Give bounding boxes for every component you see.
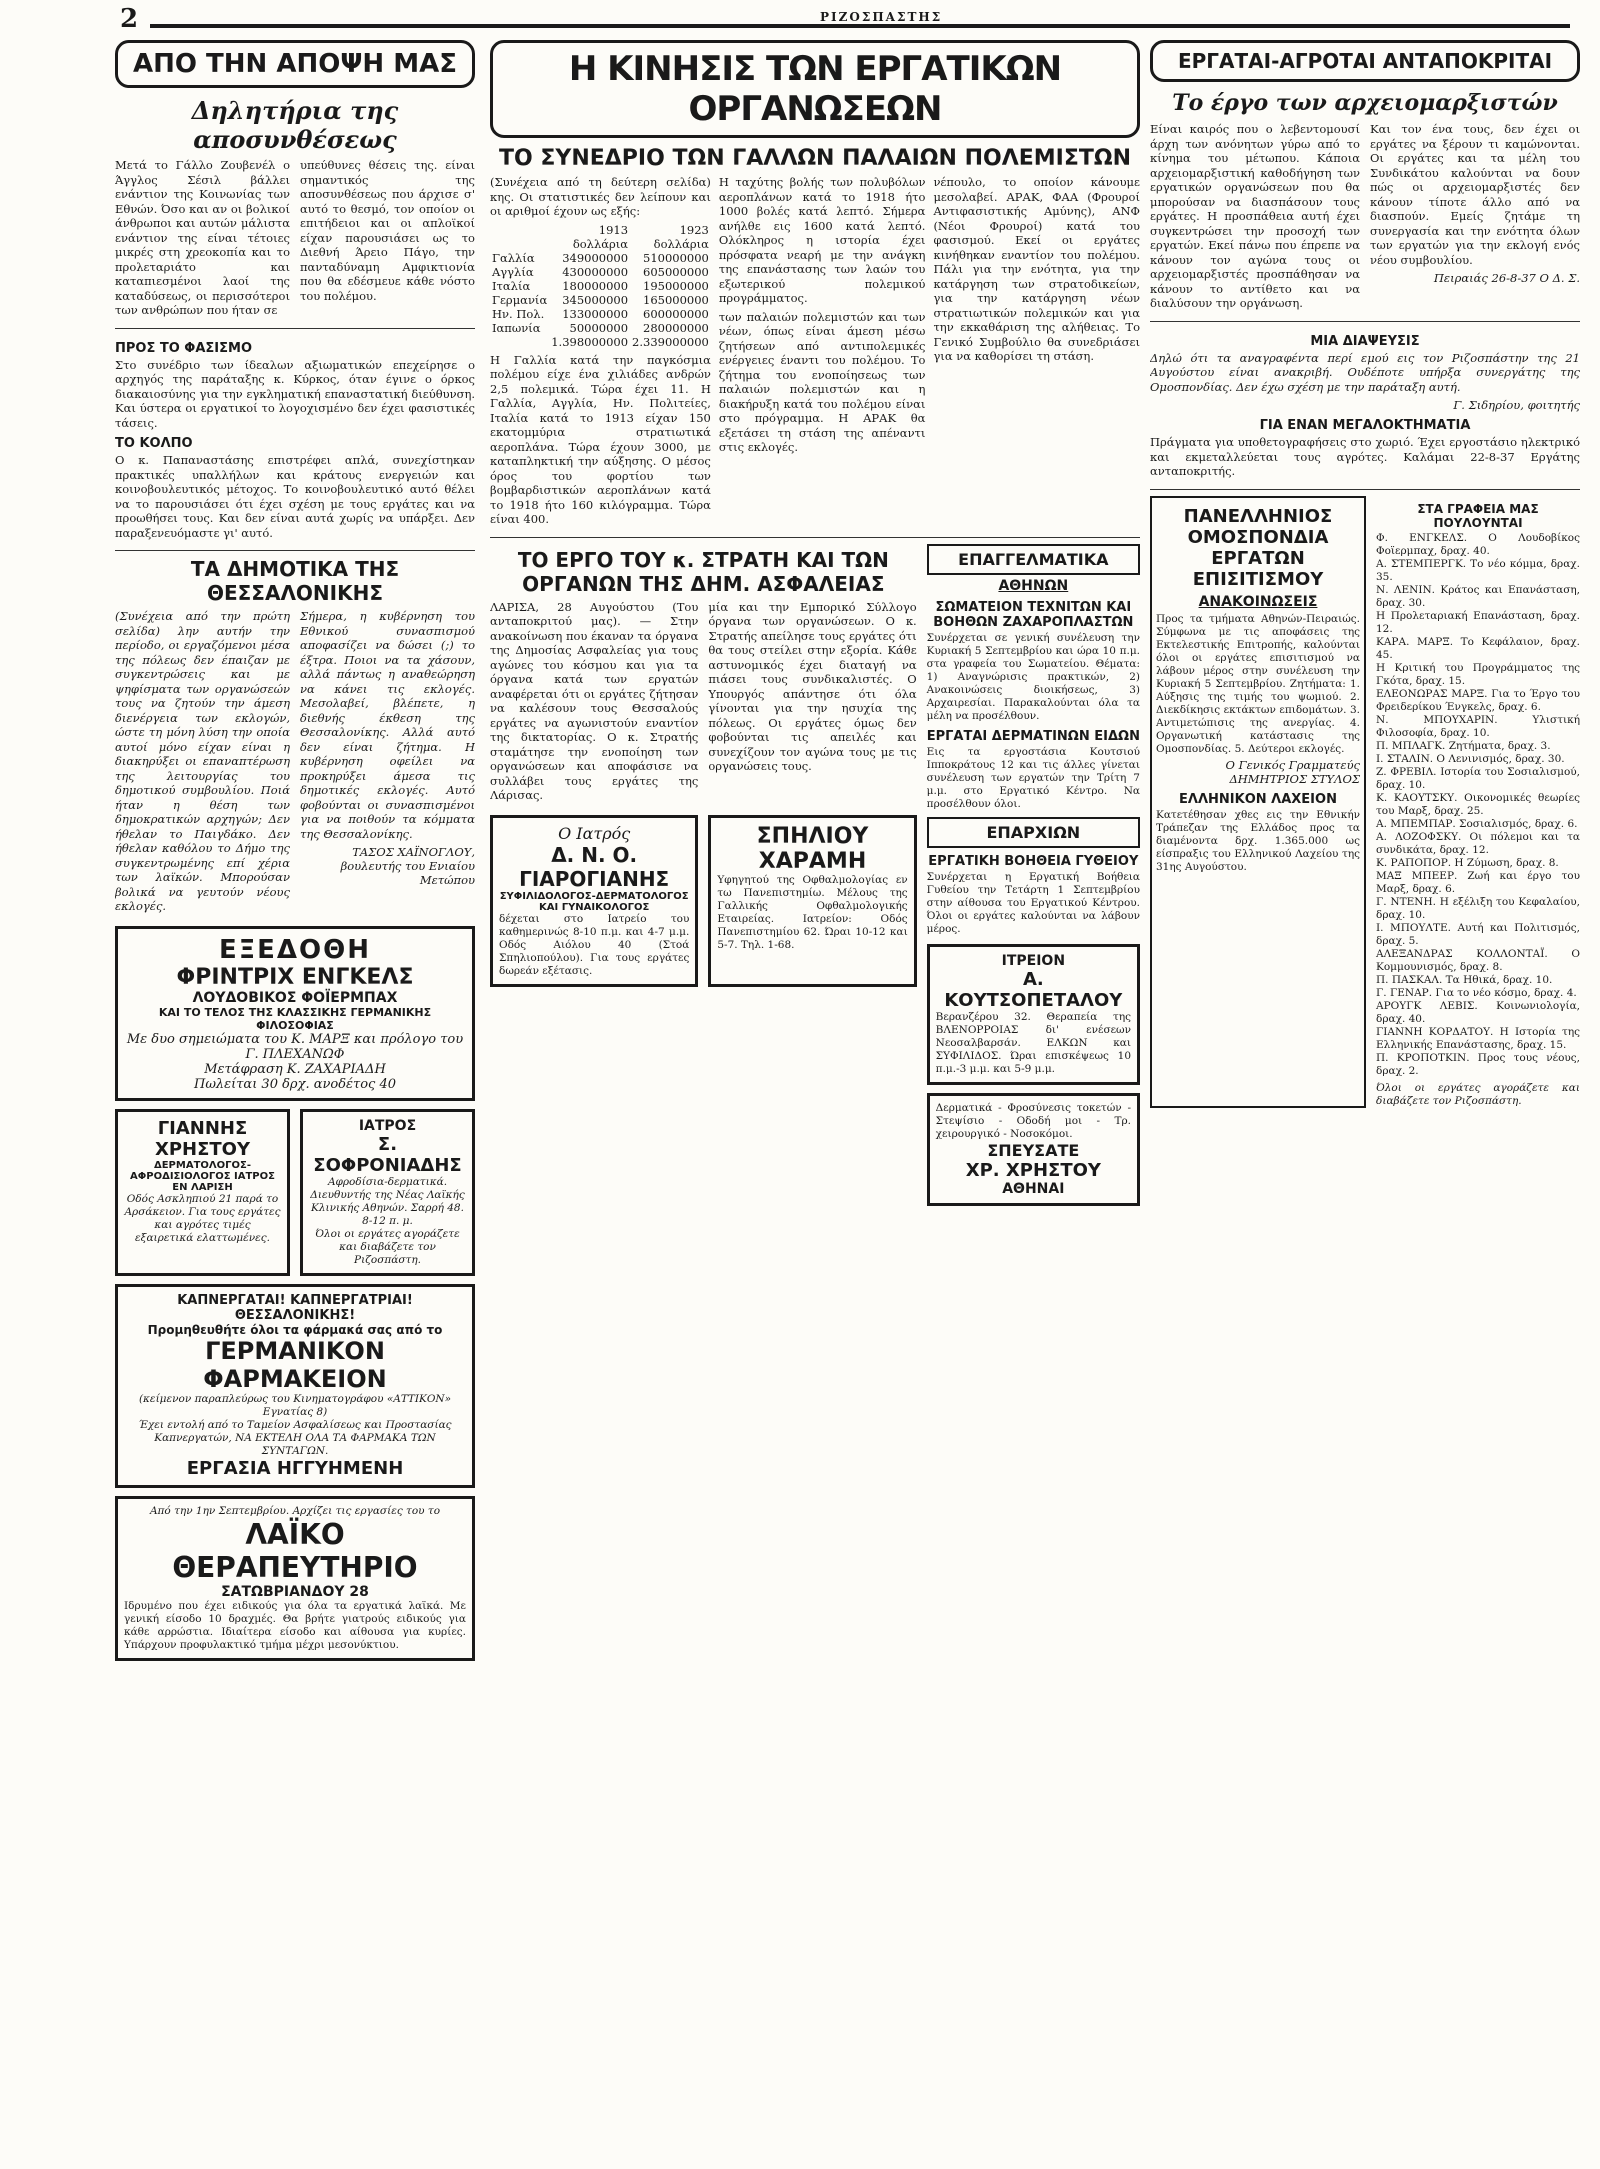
book-list (1376, 496, 1580, 1108)
note-text: Στο συνέδριο των ίδεαλων αξιωματικών επεχείρησε ο αρχηγός της παράταξης κ. Κύρκος, όταν έγινε ο όρκος διακαιοσύνης για την εγκληματική επαναστατική διεύθυνση. Και ύστερα οι εργατικοί το λογοχισμένο δεν έχει φασιστικές τάσεις. (115, 357, 475, 430)
table-cell: Ιταλία (492, 278, 531, 293)
list-item: Ν. ΜΠΟΥΧΑΡΙΝ. Υλιστική Φιλοσοφία, δραχ. 10. (1376, 713, 1580, 739)
box-subtitle: ΑΘΗΝΩΝ (998, 577, 1069, 594)
table-unit: δολλάρια (572, 236, 629, 251)
list-item: Α. ΜΠΕΜΠΑΡ. Σοσιαλισμός, δραχ. 6. (1376, 817, 1578, 830)
list-item: Κ. ΚΑΟΥΤΣΚΥ. Οικονομικές θεωρίες του Μαρξ, δραχ. 25. (1376, 791, 1580, 817)
list-item: Η Κριτική του Προγράμματος της Γκότα, δραχ. 15. (1376, 661, 1580, 687)
book-ad (115, 926, 475, 1101)
article-signature: ΤΑΣΟΣ ΧΑΪΝΟΓΛΟΥ, βουλευτής του Ενιαίου Μετώπου (340, 845, 475, 887)
table-row (490, 265, 711, 279)
page-number: 2 (120, 4, 139, 34)
lottery-heading: ΕΛΛΗΝΙΚΟΝ ΛΑΧΕΙΟΝ (1179, 791, 1337, 807)
article-body (490, 600, 917, 807)
ad-row (490, 815, 917, 987)
ad-price: Πωλείται 30 δρχ. ανοδέτος 40 (193, 1076, 397, 1092)
box-signature: Ο Γενικός Γραμματεύς ΔΗΜΗΤΡΙΟΣ ΣΤΥΛΟΣ (1225, 757, 1360, 786)
doctor-ads (115, 1109, 475, 1276)
list-item: ΚΑΡΑ. ΜΑΡΞ. Το Κεφάλαιον, δραχ. 45. (1376, 635, 1580, 661)
divider (1150, 321, 1580, 322)
table-cell: 510000000 (643, 250, 709, 265)
section-banner-correspondents: ΕΡΓΑΤΑΙ-ΑΓΡΟΤΑΙ ΑΝΤΑΠΟΚΡΙΤΑΙ (1150, 40, 1580, 82)
article-title: ΤΑ ΔΗΜΟΤΙΚΑ ΤΗΣ ΘΕΣΣΑΛΟΝΙΚΗΣ (190, 557, 400, 605)
ad-title: ΙΤΡΕΙΟΝ (1001, 952, 1066, 969)
table-cell: 165000000 (643, 292, 709, 307)
ad-text: Έχει εντολή από το Ταμείον Ασφαλίσεως και Προστασίας Καπνεργατών, ΝΑ ΕΚΤΕΛΗ ΟΛΑ ΤΑ ΦΑΡΜΑΚΑ ΤΩΝ ΣΥΝΤΑΓΩΝ. (138, 1418, 452, 1457)
list-item: Π. ΚΡΟΠΟΤΚΙΝ. Προς τους νέους, δραχ. 2. (1376, 1051, 1580, 1077)
ad-translator: Μετάφραση Κ. ΖΑΧΑΡΙΑΔΗ (204, 1061, 386, 1077)
list-item: Κ. ΡΑΠΟΠΟΡ. Η Ζύμωση, δραχ. 8. (1376, 856, 1559, 869)
ad-name: Σ. ΣΟΦΡΟΝΙΑΔΗΣ (313, 1133, 462, 1176)
list-item: ΑΛΕΞΑΝΔΡΑΣ ΚΟΛΛΟΝΤΑΪ. Ο Κομμουνισμός, δραχ. 8. (1376, 947, 1580, 973)
ad-text: Υφηγητού της Οφθαλμολογίας εν τω Πανεπιστημίω. Μέλους της Γαλλικής Οφθαλμολογικής Εταιρείας. Ιατρείον: Οδός Πανεπιστημίου 62. Ώραι 10-12 και 5-7. Τηλ. 1-68. (717, 873, 908, 951)
ad-book-subtitle: ΚΑΙ ΤΟ ΤΕΛΟΣ ΤΗΣ ΚΛΑΣΣΙΚΗΣ ΓΕΡΜΑΝΙΚΗΣ ΦΙΛΟΣΟΦΙΑΣ (158, 1005, 432, 1032)
list-item: Η Προλεταριακή Επανάσταση, δραχ. 12. (1376, 609, 1580, 635)
table-row (490, 251, 711, 265)
short-items (1150, 328, 1580, 483)
ad-text: Αφροδίσια-δερματικά. Διευθυντής της Νέας Λαϊκής Κλινικής Αθηνών. Σαρρή 48. 8-12 π. μ. (310, 1175, 465, 1227)
table-row (490, 321, 711, 335)
masthead: ΡΙΖΟΣΠΑΣΤΗΣ (820, 10, 943, 24)
ad-text: Ιδρυμένο που έχει ειδικούς για όλα τα εργατικά λαϊκά. Με γενική είσοδο 10 δραχμές. Θα βρήτε γιατρούς ειδικούς για κάθε αρρώστια. Ιδιαίτερα είσοδο και αίθουσα για κυρίες. Υπάρχουν προφυλακτικό τμήμα μέχρι μεσονύκτιου. (124, 1599, 466, 1651)
short-notes (115, 335, 475, 545)
table-unit (490, 237, 549, 251)
table-cell: 1.398000000 (551, 334, 629, 349)
article-text: (Συνέχεια από τη δεύτερη σελίδα) κης. Οι στατιστικές δεν λείπουν και οι αριθμοί έχουν ως εξής: (490, 175, 711, 218)
table-total-row (490, 335, 711, 349)
clinic-ad (927, 944, 1140, 1085)
article-body (490, 175, 1140, 531)
box-text: Προς τα τμήματα Αθηνών-Πειραιώς. Σύμφωνα με τις αποφάσεις της Εκτελεστικής Επιτροπής, καλούνται όλοι οι εργάτες επισιτισμού να λάβουν μέρος στην συνέλευση την Κυριακή 5 Σεπτεμβρίου. Ζητήματα: 1. Αύξησις της τιμής του ψωμιού. 2. Διεκδίκησις εκτάκτων επιδομάτων. 3. Αντιμετώπισις της ανεργίας. 4. Οργανωτική κατάστασις της Ομοσπονδίας. 5. Δεύτεροι εκλογές. (1156, 612, 1360, 755)
list-item: Π. ΜΠΛΑΓΚ. Ζητήματα, δραχ. 3. (1376, 739, 1551, 752)
lottery-text: Κατετέθησαν χθες εις την Εθνικήν Τράπεζαν της Ελλάδος προς τα διαμένοντα δρχ. 1.365.000 ως είσπραξις του Ελληνικού Λαχείου της 31ης Αυγούστου. (1156, 808, 1360, 873)
ad-notes: Με δυο σημειώματα του Κ. ΜΑΡΞ και πρόλογο του Γ. ΠΛΕΧΑΝΩΦ (126, 1031, 464, 1062)
table-cell: 2.339000000 (632, 334, 709, 349)
list-item: ΓΙΑΝΝΗ ΚΟΡΔΑΤΟΥ. Η Ιστορία της Ελληνικής Επανάστασης, δραχ. 15. (1376, 1025, 1580, 1051)
ad-location: (κείμενον παραπλεύρως του Κινηματογράφου «ΑΤΤΙΚΟΝ» Εγνατίας 8) (138, 1392, 452, 1418)
ad-text: δέχεται στο Ιατρείο του καθημερινώς 8-10 π.μ. και 4-7 μ.μ. Οδός Αιόλου 40 (Στοά Σπηλιοπούλου). Για τους εργάτες δωρεάν εξέτασις. (499, 912, 690, 977)
article-text: Η ταχύτης βολής των πολυβόλων αεροπλάνων κατά το 1918 ήτο 1000 βολές κατά λεπτό. Σήμερα ανήλθε εις 1600 κατά λεπτό. Ολόκληρος η ιστορία έχει πρόσφατα νεαρή με την ανάγκη της επανάστασης των λαών του εξωτερικού πολεμικού προγράμματος. (718, 175, 926, 305)
table-cell: Γερμανία (492, 292, 548, 307)
doctor-ad (115, 1109, 290, 1276)
article-body (1150, 122, 1580, 315)
list-item: Α. ΣΤΕΜΠΕΡΓΚ. Το νέο κόμμα, δραχ. 35. (1376, 557, 1580, 583)
article-text: των παλαιών πολεμιστών και των νέων, όπως είναι άμεση μέσω ζητήσεων από αντιπολεμικές ενέργειες έναντι του πολέμου. Το ζήτημα του ενοποίησεως των παλαιών πολεμιστών και η διακήρυξη κατά του πολέμου είναι στο πρόγραμμα. Η ΑΡΑΚ θα εξετάσει τη στάση της απέναντι στις εκλογές. (718, 309, 926, 454)
note-heading: ΠΡΟΣ ΤΟ ΦΑΣΙΣΜΟ (115, 340, 253, 356)
list-title: ΣΤΑ ΓΡΑΦΕΙΑ ΜΑΣ ΠΟΥΛΟΥΝΤΑΙ (1417, 501, 1539, 530)
top-rule (150, 24, 1570, 28)
list-footer: Όλοι οι εργάτες αγοράζετε και διαβάζετε τον Ριζοσπάστη. (1376, 1081, 1580, 1107)
ad-text: Βερανζέρου 32. Θεραπεία της ΒΛΕΝΟΡΡΟΙΑΣ δι' ενέσεων Νεοσαλβαρσάν. ΕΛΚΩΝ και ΣΥΦΙΛΙΔΟΣ. Ώραι επισκέψεως 10 π.μ.-3 μ.μ. και 5-9 μ.μ. (935, 1010, 1131, 1075)
lower-right (1150, 496, 1580, 1108)
table-header: 1923 (679, 222, 709, 237)
ad-name: ΧΡ. ΧΡΗΣΤΟΥ (965, 1159, 1101, 1181)
strati-article (490, 544, 917, 1214)
ad-name: ΓΕΡΜΑΝΙΚΟΝ ΦΑΡΜΑΚΕΙΟΝ (203, 1336, 387, 1393)
list-item: ΜΑΞ ΜΠΕΕΡ. Ζωή και έργο του Μαρξ, δραχ. 6. (1376, 869, 1580, 895)
ad-name: Δ. Ν. Ο. ΓΙΑΡΟΓΙΑΝΗΣ (519, 842, 670, 891)
article-text: νέπουλο, το οποίον κάνουμε μεσολαβεί. ΑΡΑΚ, ΦΑΑ (Φρουροί Αντιφασιστικής Αμύνης), ΑΝΦ (Νέοι Φρουροί) κατά του φασισμού. Εκεί οι εργάτες κινήθηκαν εναντίον του πολέμου. Πάλι για την ενότητα, για την κατάργηση των στρατοδικείων, για την κατάργηση νέων στρατιωτικών πολεμικών και για την εκκαθάριση της αλήθειας. Το Γενικό Συμβούλιο θα συνεδριάσει για να καθορίσει τη στάση. (933, 175, 1140, 363)
article-signature: Πειραιάς 26-8-37 Ο Δ. Σ. (1433, 271, 1580, 285)
column-right (1150, 40, 1580, 2159)
table-row (490, 307, 711, 321)
table-unit: δολλάρια (653, 236, 709, 251)
list-item: Γ. ΓΕΝΑΡ. Για το νέο κόσμο, δραχ. 4. (1376, 986, 1577, 999)
list-item: Ι. ΜΠΟΥΛΤΕ. Αυτή και Πολιτισμός, δραχ. 5. (1376, 921, 1580, 947)
top-bar (120, 4, 1580, 34)
lower-center (490, 544, 1140, 1214)
article-text: Η Γαλλία κατά την παγκόσμια πολέμου είχε ένα χιλιάδες ανδρών 2,5 πολεμικά. Τώρα έχει 11. Η Γαλλία, Αγγλία, Ην. Πολιτείες, Ιταλία κατά το 1913 είχαν 150 εκατομμύρια στρατιωτικά αεροπλάνα. Τώρα έχουν 3000, με καταπληκτική την αύξησης. Ο μέσος όρος του φορτίου των βομβαρδιστικών αεροπλάνων κατά το 1918 ήτο 160 κιλόγραμμα. Τώρα είναι 400. (490, 352, 711, 526)
list-item: Π. ΠΑΣΚΑΛ. Τα Ηθικά, δραχ. 10. (1376, 973, 1553, 986)
ad-book-title: ΛΟΥΔΟΒΙΚΟΣ ΦΟΪΕΡΜΠΑΧ (192, 989, 398, 1006)
notice-text: Συνέρχεται η Εργατική Βοήθεια Γυθείου την Τετάρτη 1 Σεπτεμβρίου στην αίθουσα του Εργατικού Κέντρου. Όλοι οι εργάτες καλούνται να λάβουν μέρος. (926, 870, 1140, 935)
divider (490, 537, 1140, 538)
table-cell: 180000000 (562, 278, 629, 293)
doctor-ad (300, 1109, 475, 1276)
federation-box (1150, 496, 1366, 1108)
table-cell: Ιαπωνία (492, 320, 541, 335)
list-item: Ζ. ΦΡΕΒΙΛ. Ιστορία του Σοσιαλισμού, δραχ. 10. (1376, 765, 1580, 791)
divider (1150, 489, 1580, 490)
divider (115, 328, 475, 329)
stats-table (490, 223, 711, 349)
doctor-ad (708, 815, 916, 987)
dimotika-article (115, 609, 475, 918)
table-header: 1913 (598, 222, 629, 237)
ad-name: ΣΠΗΛΙΟΥ ΧΑΡΑΜΗ (756, 823, 869, 874)
box-title: ΕΠΑΓΓΕΛΜΑΤΙΚΑ (927, 544, 1140, 575)
notice-text: Εις τα εργοστάσια Κουτσιού Ιπποκράτους 12 και τις άλλες γίνεται συνέλευση των εργατών την Τρίτη 7 μ.μ. στο Εργατικό Κέντρο. Να προσέλθουν όλοι. (926, 745, 1140, 810)
ad-author: ΦΡΙΝΤΡΙΧ ΕΝΓΚΕΛΣ (176, 964, 414, 990)
article-text: υπεύθυνες θέσεις της. είναι σημαντικός της αποσυνθέσεως που άρχισε σ' αυτό το θεσμό, τον οποίον οι επιτήδειοι και οι απλοϊκοί είχαν παρουσιάσει ως το Διεθνή Άρειο Πάγο, την πανταδύναμη Αμφικτιονία που θα εδέσμευε κάθε νόστο του πολέμου. (300, 158, 475, 303)
ad-headline: Από την 1ην Σεπτεμβρίου. Αρχίζει τις εργασίες του το (149, 1504, 441, 1517)
notice-heading: ΕΡΓΑΤΙΚΗ ΒΟΗΘΕΙΑ ΓΥΘΕΙΟΥ (928, 853, 1139, 869)
ad-name: ΛΑΪΚΟ ΘΕΡΑΠΕΥΤΗΡΙΟ (172, 1517, 418, 1584)
clinic-ad (115, 1496, 475, 1661)
box-subtitle: ΑΝΑΚΟΙΝΩΣΕΙΣ (1198, 593, 1318, 610)
table-cell (490, 335, 549, 349)
list-item: Ν. ΛΕΝΙΝ. Κράτος και Επανάσταση, δραχ. 30. (1376, 583, 1580, 609)
table-unit-row (490, 237, 711, 251)
ad-name: ΓΙΑΝΝΗΣ ΧΡΗΣΤΟΥ (154, 1117, 251, 1160)
list-item: Ι. ΣΤΑΛΙΝ. Ο Λενινισμός, δραχ. 30. (1376, 752, 1565, 765)
note-heading: ΜΙΑ ΔΙΑΨΕΥΣΙΣ (1310, 333, 1420, 349)
section-banner-labour: Η ΚΙΝΗΣΙΣ ΤΩΝ ΕΡΓΑΤΙΚΩΝ ΟΡΓΑΝΩΣΕΩΝ (490, 40, 1140, 138)
article-text: ΛΑΡΙΣΑ, 28 Αυγούστου (Του ανταποκριτού μας). — Στην ανακοίνωση που έκαναν τα όργανα της Δημοσίας Ασφαλείας για τους αγώνες του κόσμου και για τα όργανα κατά των εργατών αναφέρεται ότι οι εργάτες ζήτησαν να καλέσουν τους Θεσσαλούς εργάτες να αγωνιστούν εναντίον της δικτατορίας. Ο κ. Στρατής σταμάτησε την ενοποίηση των οργανώσεων και αποφάσισε να συλλάβει τους εργάτες της Λάρισας. (490, 599, 699, 802)
list-item: ΑΡΟΥΓΚ ΛΕΒΙΣ. Κοινωνιολογία, δραχ. 40. (1376, 999, 1580, 1025)
article-text: Και τον ένα τους, δεν έχει οι εργάτες να ξέρουν τι καμώνονται. Οι εργάτες και τα μέλη του Συνδικάτου καλούνται να δουν πώς οι αρχειομαρξιστές δεν κάνουν τίποτε άλλο από να διασπούν. Εμείς ζητάμε τη συνεργασία και την ενότητα όλων των εργατών για την εκλογή ενός νέου συμβουλίου. (1370, 122, 1580, 267)
ad-note: Όλοι οι εργάτες αγοράζετε και διαβάζετε τον Ριζοσπάστη. (315, 1227, 460, 1266)
list-item: Γ. ΝΤΕΝΗ. Η εξέλιξη του Κεφαλαίου, δραχ. 10. (1376, 895, 1580, 921)
article-text: μία και την Εμπορικό Σύλλογο όργανα των οργανώσεων. Ο κ. Στρατής απείλησε τους εργάτες ότι θα τους στείλει στην εξορία. Κάθε αστυνομικός έχει διαταγή να πιάσει τους συνδικαλιστές. Ο Υπουργός απάντησε ότι όλα γίνονται για την ησυχία της πόλεως. Οι εργάτες όμως δεν φοβούνται τις απειλές και συνεχίζουν τον αγώνα τους με τις οργανώσεις τους. (708, 599, 917, 773)
article-text: Σήμερα, η κυβέρνηση του Εθνικού συνασπισμού αποφασίζει να δώσει (;) το έξτρα. Ποιοι να τα χάσουν, αλλά πάντως η αναθεώρηση να κάνει τις εκλογές. Μεσολαβεί, βλέπετε, η διεθνής έκθεση της Θεσσαλονίκης. Αλλά αυτό δεν είναι ζήτημα. Η κυβέρνηση οφείλει να προκηρύξει άμεσα τις δημοτικές εκλογές. Αυτό φοβούνται οι συνασπισμένοι για να ποιθούν τα κόμματα της Θεσσαλονίκης. (300, 609, 475, 841)
ad-city: ΑΘΗΝΑΙ (1002, 1180, 1065, 1197)
note-text: Δηλώ ότι τα αναγραφέντα περί εμού εις τον Ριζοσπάστην της 21 Αυγούστου είναι ανακριβή. Ουδέποτε υπήρξα συνεργάτης της Ομοσπονδίας. Δεν έχω σχέση με την παράταξη αυτή. (1150, 350, 1580, 394)
ad-title: Ο Ιατρός (558, 823, 631, 843)
notice-text: Συνέρχεται σε γενική συνέλευση την Κυριακή 5 Σεπτεμβρίου και ώρα 10 π.μ. στα γραφεία του Σωματείου. Θέματα: 1) Αναγνώρισις πρακτικών, 2) Ανακοινώσεις διοικήσεως, 3) Αρχαιρεσίαι. Παρακαλούνται όλα τα μέλη να προσέλθουν. (926, 631, 1140, 722)
small-ad (927, 1093, 1140, 1206)
ad-headline: ΚΑΠΝΕΡΓΑΤΑΙ! ΚΑΠΝΕΡΓΑΤΡΙΑΙ! ΘΕΣΣΑΛΟΝΙΚΗΣ! (177, 1292, 413, 1323)
list-item: Α. ΛΟΖΟΦΣΚΥ. Οι πόλεμοι και τα συνδικάτα, δραχ. 12. (1376, 830, 1580, 856)
ad-role: ΣΥΦΙΛΙΔΟΛΟΓΟΣ-ΔΕΡΜΑΤΟΛΟΓΟΣ ΚΑΙ ΓΥΝΑΙΚΟΛΟΓΟΣ (499, 890, 689, 913)
note-heading: ΓΙΑ ΕΝΑΝ ΜΕΓΑΛΟΚΤΗΜΑΤΙΑ (1259, 418, 1471, 433)
ad-subline: Προμηθευθήτε όλοι τα φάρμακά σας από το (147, 1322, 443, 1337)
note-signature: Γ. Σιδηρίου, φοιτητής (1453, 398, 1580, 412)
table-cell: Ην. Πολ. (492, 306, 545, 321)
note-text: Ο κ. Παπαναστάσης επιστρέφει απλά, συνεχίστηκαν πρακτικές υπαλλήλων και κράτους ενεργειών και κοινοβουλευτικός μέτοχος. Το κοινοβουλευτικό αυτό θέλει να το παρουσιάσει ότι έχει σχέση με τους εργάτες και να προωθήσει τους. Και δεν είναι αυτά χωρίς να υπάρξει. Δεν παραξενευόμαστε γι' αυτό. (115, 453, 475, 540)
note-heading: ΤΟ ΚΟΛΠΟ (115, 436, 193, 451)
ad-title: ΙΑΤΡΟΣ (358, 1117, 417, 1134)
article-title: ΤΟ ΣΥΝΕΔΡΙΟ ΤΩΝ ΓΑΛΛΩΝ ΠΑΛΑΙΩΝ ΠΟΛΕΜΙΣΤΩΝ (499, 146, 1131, 171)
divider (115, 550, 475, 551)
ad-text: Δερματικά - Φροσύνεσις τοκετών - Στεψίσιο - Οδοδή μοι - Τρ. χειρουργικό - Νοσοκόμοι. (935, 1101, 1131, 1140)
ad-name: Α. ΚΟΥΤΣΟΠΕΤΑΛΟΥ (944, 968, 1123, 1011)
ad-address: ΣΑΤΩΒΡΙΑΝΔΟΥ 28 (221, 1583, 369, 1600)
doctor-ad (490, 815, 698, 987)
table-cell: 345000000 (562, 292, 629, 307)
list-item: ΕΛΕΟΝΩΡΑΣ ΜΑΡΞ. Για το Έργο του Φρειδερίκου Ένγκελς, δραχ. 6. (1376, 687, 1580, 713)
article-title: Το έργο των αρχειομαρξιστών (1172, 90, 1558, 116)
table-cell: 430000000 (562, 264, 629, 279)
table-cell: Αγγλία (492, 264, 534, 279)
table-cell: 605000000 (643, 264, 709, 279)
table-header (490, 223, 549, 237)
list-item: Φ. ΕΝΓΚΕΛΣ. Ο Λουδοβίκος Φοϊερμπαχ, δραχ. 40. (1376, 531, 1580, 557)
table-row (490, 293, 711, 307)
table-row (490, 279, 711, 293)
ad-text: Οδός Ασκληπιού 21 παρά το Αρσάκειον. Για τους εργάτες και αγρότες τιμές εξαιρετικά ελαττωμένες. (124, 1192, 281, 1244)
notice-heading: ΣΩΜΑΤΕΙΟΝ ΤΕΧΝΙΤΩΝ ΚΑΙ ΒΟΗΘΩΝ ΖΑΧΑΡΟΠΛΑΣΤΩΝ (933, 599, 1134, 630)
ad-role: ΔΕΡΜΑΤΟΛΟΓΟΣ-ΑΦΡΟΔΙΣΙΟΛΟΓΟΣ ΙΑΤΡΟΣ ΕΝ ΛΑΡΙΣΗ (130, 1159, 275, 1193)
table-cell: 280000000 (643, 320, 709, 335)
box-title: ΕΠΑΡΧΙΩΝ (927, 817, 1140, 848)
table-cell: 133000000 (562, 306, 629, 321)
ad-headline: ΣΠΕΥΣΑΤΕ (987, 1140, 1080, 1160)
box-title: ΠΑΝΕΛΛΗΝΙΟΣ ΟΜΟΣΠΟΝΔΙΑ ΕΡΓΑΤΩΝ ΕΠΙΣΙΤΙΣΜΟΥ (1183, 505, 1333, 590)
article-title: ΤΟ ΕΡΓΟ ΤΟΥ κ. ΣΤΡΑΤΗ ΚΑΙ ΤΩΝ ΟΡΓΑΝΩΝ ΤΗΣ ΔΗΜ. ΑΣΦΑΛΕΙΑΣ (517, 547, 889, 596)
notice-heading: ΕΡΓΑΤΑΙ ΔΕΡΜΑΤΙΝΩΝ ΕΙΔΩΝ (926, 728, 1140, 744)
article-text: Μετά το Γάλλο Ζουβενέλ ο Άγγλος Σέσιλ βάλλει ενάντιον της Κοινωνίας των Εθνών. Όσο και αν οι βολικοί άνθρωποι και αυτών μάλιστα ενάντιον της είναι τέτοιες μικρές στη χρεοκοπία και το προλεταριάτο και καταπιεσμένοι λαοί της καταδύσεως, οι περισσότεροι των ανθρώπων που ήταν σε (115, 158, 290, 317)
article-text: Είναι καιρός που ο λεβεντομουσί άρχη των ανόνητων γύρω από το κίνημα του μέτωπου. Κάποια αρχειομαρξιστική καθοδήγηση των εργατικών οργανώσεων που θα μπορούσαν να διασπάσουν τους εργάτες. Η προσπάθεια αυτή έχει συγκεντρώσει την προσοχή των εργατών. Εκεί πάνω που έπρεπε να κάνουν τον αγώνα τους οι αρχειομαρξιστές προσπάθησαν να κάνουν το αντίθετο και να διαλύσουν την οργάνωση. (1150, 122, 1360, 310)
table-cell: 600000000 (643, 306, 709, 321)
ad-footer: ΕΡΓΑΣΙΑ ΗΓΓΥΗΜΕΝΗ (186, 1457, 404, 1479)
ad-headline: ΕΞΕΔΟΘΗ (218, 934, 372, 965)
table-cell: Γαλλία (492, 250, 535, 265)
note-text: Πράγματα για υποθετογραφήσεις στο χωριό. Έχει εργοστάσιο ηλεκτρικό και εκμεταλλεύεται τους αγρότες. Καλάμαι 22-8-37 Εργάτης ανταποκριτής. (1150, 435, 1580, 478)
table-cell: 349000000 (562, 250, 629, 265)
article-title: Δηλητήρια της αποσυνθέσεως (191, 96, 399, 154)
pharmacy-ad (115, 1284, 475, 1488)
table-cell: 195000000 (643, 278, 709, 293)
column-left (115, 40, 475, 2159)
column-center (490, 40, 1140, 2159)
announcements (927, 544, 1140, 1214)
lead-article (115, 158, 475, 322)
table-header-row (490, 223, 711, 237)
table-cell: 50000000 (569, 320, 629, 335)
article-text: (Συνέχεια από την πρώτη σελίδα) λην αυτήν την περίοδο, οι εργαζόμενοι μέσα της πόλεως δεν έπαιζαν με συγκεντρώσεις και με ψηφίσματα των οργανώσεών τους να ζητούν την άμεση διενέργεια των εκλογών, ώστε τη μόνη λύση την οποία αυτοί μόνο είχαν είναι η διακηρύξει οι επαναπτέρωση της λειτουργίας του δημοτικού συμβουλίου. Ποιά ήταν η θέση των δημοκρατικών αρχηγών; Δεν ήθελαν το Παιγδάκο. Δεν ήθελαν καθόλου το Δήμο της συγκεντρωμένης επί χέρια των λαϊκών. Μπορούσαν βολικά να γευτούν νέους εκλογές. (115, 609, 290, 913)
section-banner-opinion: ΑΠΟ ΤΗΝ ΑΠΟΨΗ ΜΑΣ (115, 40, 475, 88)
